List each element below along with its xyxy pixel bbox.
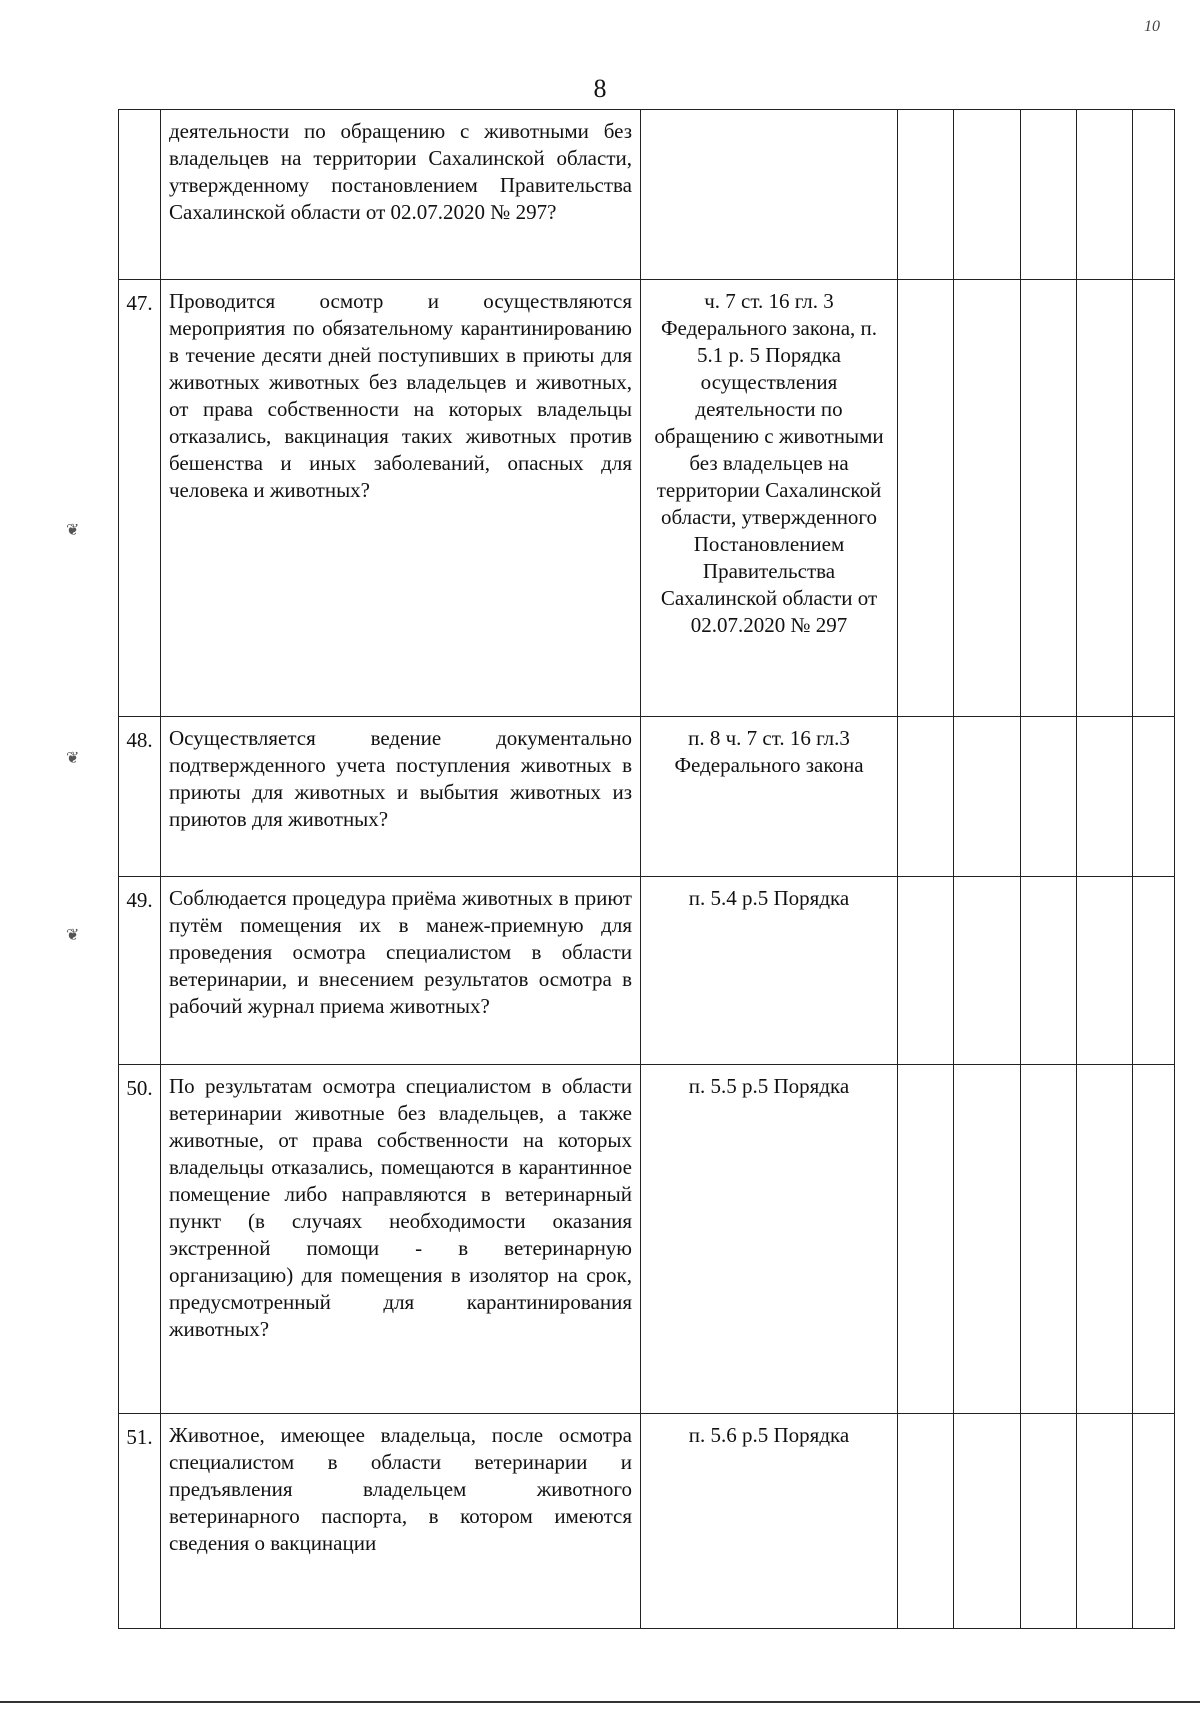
legal-reference [641, 110, 898, 280]
answer-cell [954, 1414, 1021, 1629]
table-row [119, 877, 1175, 1065]
row-number: 49. [119, 877, 161, 1065]
answer-cell [954, 280, 1021, 717]
table-row [119, 280, 1175, 717]
answer-cell [954, 1065, 1021, 1414]
row-number: 50. [119, 1065, 161, 1414]
answer-cell [1021, 1414, 1077, 1629]
page-bottom-rule [0, 1701, 1200, 1703]
margin-scribble: ❦ [66, 927, 80, 944]
legal-reference: п. 8 ч. 7 ст. 16 гл.3 Федерального закона [641, 717, 898, 877]
answer-cell [1077, 280, 1133, 717]
answer-cell [898, 110, 954, 280]
answer-cell [1021, 877, 1077, 1065]
answer-cell [898, 877, 954, 1065]
requirement-text: деятельности по обращению с животными без владельцев на территории Сахалинской области, утвержденному постановлением Правительства Сахалинской области от 02.07.2020 № 297? [161, 110, 641, 280]
row-number: 47. [119, 280, 161, 717]
table-row [119, 717, 1175, 877]
answer-cell [1133, 1414, 1175, 1629]
row-number: 48. [119, 717, 161, 877]
answer-cell [898, 1065, 954, 1414]
legal-reference: ч. 7 ст. 16 гл. 3 Федерального закона, п. 5.1 р. 5 Порядка осуществления деятельности по обращению с животными без владельцев на территории Сахалинской области, утвержденного Постановлением Правительства Сахалинской области от 02.07.2020 № 297 [641, 280, 898, 717]
row-number [119, 110, 161, 280]
answer-cell [898, 280, 954, 717]
answer-cell [954, 717, 1021, 877]
answer-cell [954, 877, 1021, 1065]
table-row [119, 1065, 1175, 1414]
legal-reference: п. 5.5 р.5 Порядка [641, 1065, 898, 1414]
answer-cell [1077, 877, 1133, 1065]
legal-reference: п. 5.4 р.5 Порядка [641, 877, 898, 1065]
answer-cell [1021, 110, 1077, 280]
row-number: 51. [119, 1414, 161, 1629]
answer-cell [1133, 110, 1175, 280]
requirement-text: Осуществляется ведение документально подтвержденного учета поступления животных в приюты для животных и выбытия животных из приютов для животных? [161, 717, 641, 877]
answer-cell [1021, 717, 1077, 877]
requirement-text: Животное, имеющее владельца, после осмотра специалистом в области ветеринарии и предъявления владельцем животного ветеринарного паспорта, в котором имеются сведения о вакцинации [161, 1414, 641, 1629]
margin-scribble: ❦ [66, 522, 80, 539]
answer-cell [1021, 1065, 1077, 1414]
answer-cell [1133, 877, 1175, 1065]
answer-cell [1077, 1065, 1133, 1414]
checklist-table [118, 109, 1175, 1629]
table-row [119, 110, 1175, 280]
answer-cell [1133, 280, 1175, 717]
answer-cell [1077, 110, 1133, 280]
answer-cell [898, 717, 954, 877]
answer-cell [954, 110, 1021, 280]
answer-cell [1077, 1414, 1133, 1629]
table-row [119, 1414, 1175, 1629]
page-number: 8 [593, 74, 607, 103]
answer-cell [1021, 280, 1077, 717]
requirement-text: По результатам осмотра специалистом в области ветеринарии животные без владельцев, а также животные, от права собственности на которых владельцы отказались, помещаются в карантинное помещение либо направляются в ветеринарный пункт (в случаях необходимости оказания экстренной помощи - в ветеринарную организацию) для помещения в изолятор на срок, предусмотренный для карантинирования животных? [161, 1065, 641, 1414]
answer-cell [1077, 717, 1133, 877]
corner-mark: 10 [1144, 18, 1160, 35]
requirement-text: Проводится осмотр и осуществляются мероприятия по обязательному карантинированию в течение десяти дней поступивших в приюты для животных животных без владельцев и животных, от права собственности на которых владельцы отказались, вакцинация таких животных против бешенства и иных заболеваний, опасных для человека и животных? [161, 280, 641, 717]
requirement-text: Соблюдается процедура приёма животных в приют путём помещения их в манеж-приемную для проведения осмотра специалистом в области ветеринарии, и внесением результатов осмотра в рабочий журнал приема животных? [161, 877, 641, 1065]
answer-cell [898, 1414, 954, 1629]
answer-cell [1133, 1065, 1175, 1414]
margin-scribble: ❦ [66, 750, 80, 767]
answer-cell [1133, 717, 1175, 877]
legal-reference: п. 5.6 р.5 Порядка [641, 1414, 898, 1629]
